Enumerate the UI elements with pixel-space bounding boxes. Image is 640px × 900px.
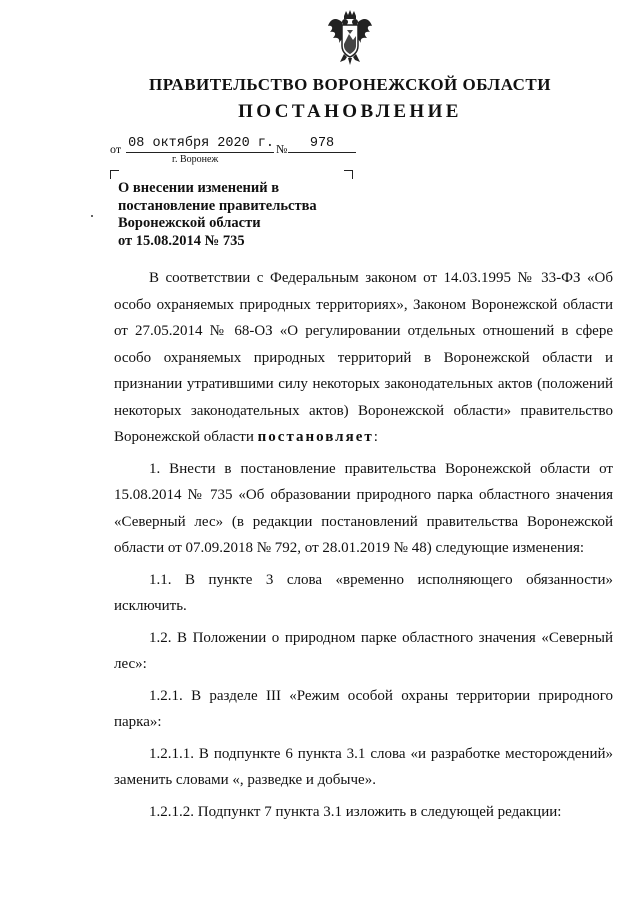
item-paragraph: 1. Внести в постановление правительства Воронежской области от 15.08.2014 № 735 «Об образовании природного парка областного значения «Северный лес» (в редакции постановлений правительства Воронежской области от 07.09.2018 № 792, от 28.01.2019 № 48) следующие изменения: (114, 460, 613, 556)
decree-word: постановляет (257, 429, 374, 445)
from-label: от (110, 142, 122, 156)
preamble-paragraph (114, 265, 613, 451)
subject-corner-right (344, 170, 353, 179)
document-body (114, 265, 613, 830)
item-paragraph: 1.2.1.1. В подпункте 6 пункта 3.1 слова «и разработке месторождений» заменить словами «, разведке и добыче». (114, 745, 613, 788)
subject-line: постановление правительства (118, 197, 317, 214)
number-label: № (276, 142, 288, 156)
document-subject (118, 180, 317, 250)
subject-line: от 15.08.2014 № 735 (118, 232, 245, 249)
subject-line: Воронежской области (118, 215, 261, 231)
city-label: г. Воронеж (172, 154, 219, 165)
government-title: ПРАВИТЕЛЬСТВО ВОРОНЕЖСКОЙ ОБЛАСТИ (148, 75, 551, 94)
document-date: 08 октября 2020 г. (126, 136, 274, 153)
document-type-title: ПОСТАНОВЛЕНИЕ (238, 101, 462, 122)
item-paragraph: 1.2. В Положении о природном парке областного значения «Северный лес»: (114, 629, 613, 672)
document-number: 978 (288, 136, 356, 153)
margin-dot (91, 215, 93, 217)
subject-line: О внесении изменений в (118, 180, 280, 196)
item-paragraph: 1.2.1. В разделе III «Режим особой охраны территории природного парка»: (114, 687, 613, 730)
decree-colon: : (373, 429, 378, 445)
preamble-text: В соответствии с Федеральным законом от 14.03.1995 № 33-ФЗ «Об особо охраняемых природных территориях», Законом Воронежской области от 27.05.2014 № 68-ОЗ «О регулировании отдельных отношений в сфере особо охраняемых природных территорий в Воронежской области и признании утратившими силу некоторых законодательных актов (положений некоторых законодательных актов) Воронежской области» правительство Воронежской области (114, 270, 613, 445)
item-paragraph: 1.2.1.2. Подпункт 7 пункта 3.1 изложить в следующей редакции: (149, 803, 562, 820)
item-paragraph: 1.1. В пункте 3 слова «временно исполняющего обязанности» исключить. (114, 571, 613, 614)
coat-of-arms-emblem (327, 10, 373, 66)
subject-corner-left (110, 170, 119, 179)
